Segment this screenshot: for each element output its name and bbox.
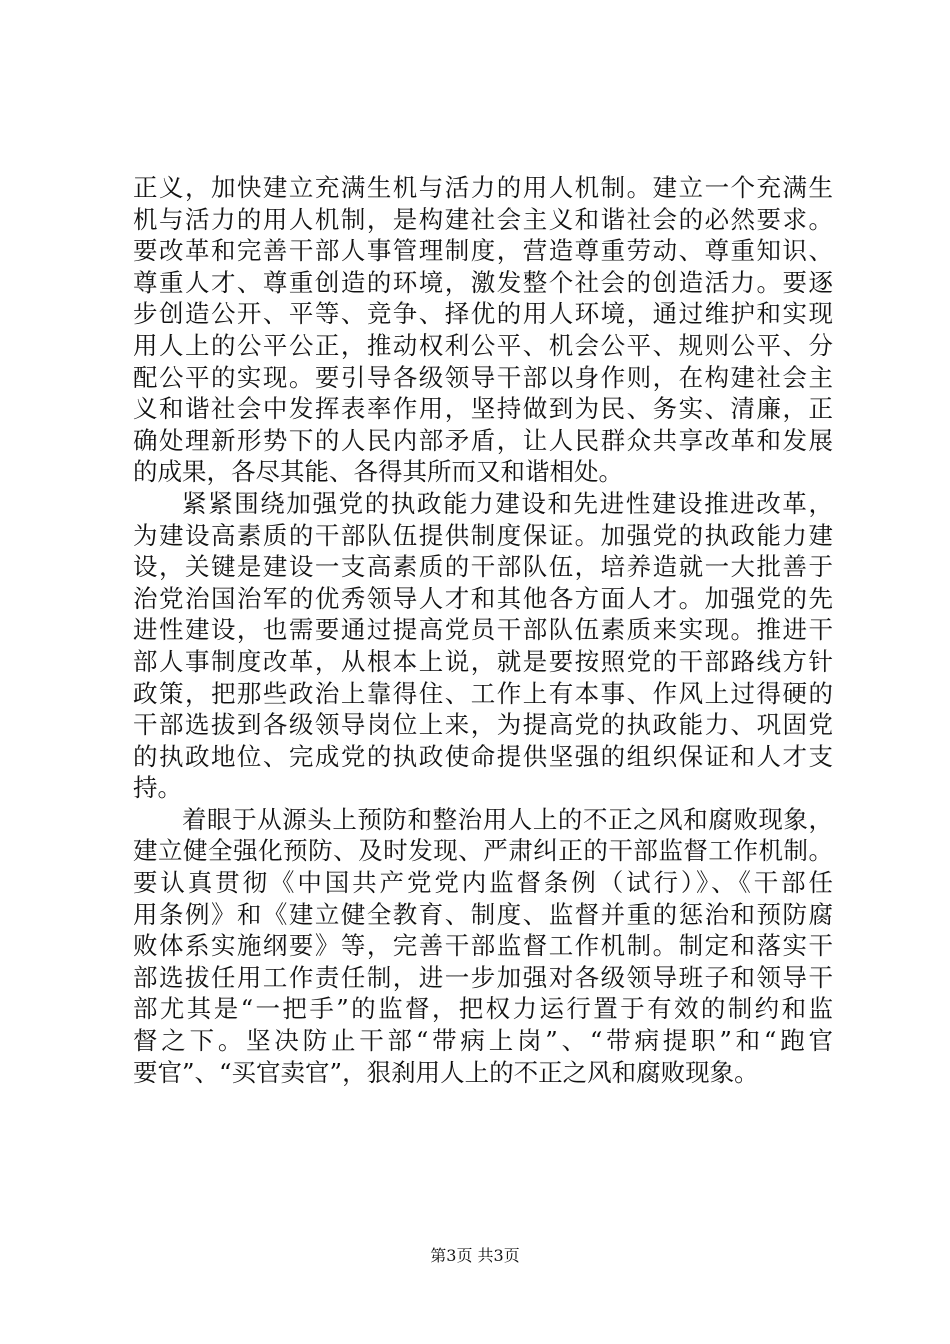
- text-line: 建立健全强化预防、及时发现、严肃纠正的干部监督工作机制。: [133, 836, 833, 866]
- text-line: 治党治国治军的优秀领导人才和其他各方面人才。加强党的先: [133, 583, 833, 613]
- text-line: 部选拔任用工作责任制，进一步加强对各级领导班子和领导干: [133, 962, 833, 992]
- text-line: 持。: [133, 773, 182, 803]
- text-line: 干部选拔到各级领导岗位上来，为提高党的执政能力、巩固党: [133, 710, 833, 740]
- paragraph-1: [133, 172, 833, 488]
- text-line: 机与活力的用人机制，是构建社会主义和谐社会的必然要求。: [133, 204, 833, 234]
- text-line: 设，关键是建设一支高素质的干部队伍，培养造就一大批善于: [133, 552, 833, 582]
- text-line: 的成果，各尽其能、各得其所而又和谐相处。: [133, 457, 623, 487]
- text-line: 义和谐社会中发挥表率作用，坚持做到为民、务实、清廉，正: [133, 394, 833, 424]
- text-line: 要官”、“买官卖官”，狠刹用人上的不正之风和腐败现象。: [133, 1057, 759, 1087]
- text-line: 的执政地位、完成党的执政使命提供坚强的组织保证和人才支: [133, 741, 833, 771]
- paragraph-3: [133, 804, 833, 1088]
- text-line: 紧紧围绕加强党的执政能力建设和先进性建设推进改革，: [182, 488, 833, 518]
- document-body: [133, 172, 833, 1088]
- page-number-footer: 第3页 共3页: [430, 1246, 520, 1265]
- paragraph-2: [133, 488, 833, 804]
- text-line: 政策，把那些政治上靠得住、工作上有本事、作风上过得硬的: [133, 678, 833, 708]
- text-line: 进性建设，也需要通过提高党员干部队伍素质来实现。推进干: [133, 615, 833, 645]
- text-line: 尊重人才、尊重创造的环境，激发整个社会的创造活力。要逐: [133, 267, 833, 297]
- text-line: 步创造公开、平等、竞争、择优的用人环境，通过维护和实现: [133, 299, 833, 329]
- text-line: 用条例》和《建立健全教育、制度、监督并重的惩治和预防腐: [133, 899, 833, 929]
- text-line: 要认真贯彻《中国共产党党内监督条例（试行）》、《干部任: [133, 868, 833, 898]
- text-line: 确处理新形势下的人民内部矛盾，让人民群众共享改革和发展: [133, 425, 833, 455]
- text-line: 部尤其是“一把手”的监督，把权力运行置于有效的制约和监: [133, 994, 833, 1024]
- text-line: 用人上的公平公正，推动权利公平、机会公平、规则公平、分: [133, 330, 833, 360]
- text-line: 着眼于从源头上预防和整治用人上的不正之风和腐败现象，: [182, 804, 833, 834]
- text-line: 部人事制度改革，从根本上说，就是要按照党的干部路线方针: [133, 646, 833, 676]
- text-line: 败体系实施纲要》等，完善干部监督工作机制。制定和落实干: [133, 931, 833, 961]
- text-line: 配公平的实现。要引导各级领导干部以身作则，在构建社会主: [133, 362, 833, 392]
- text-line: 督之下。坚决防止干部“带病上岗”、“带病提职”和“跑官: [133, 1026, 833, 1056]
- text-line: 要改革和完善干部人事管理制度，营造尊重劳动、尊重知识、: [133, 236, 833, 266]
- text-line: 为建设高素质的干部队伍提供制度保证。加强党的执政能力建: [133, 520, 833, 550]
- text-line: 正义，加快建立充满生机与活力的用人机制。建立一个充满生: [133, 173, 833, 202]
